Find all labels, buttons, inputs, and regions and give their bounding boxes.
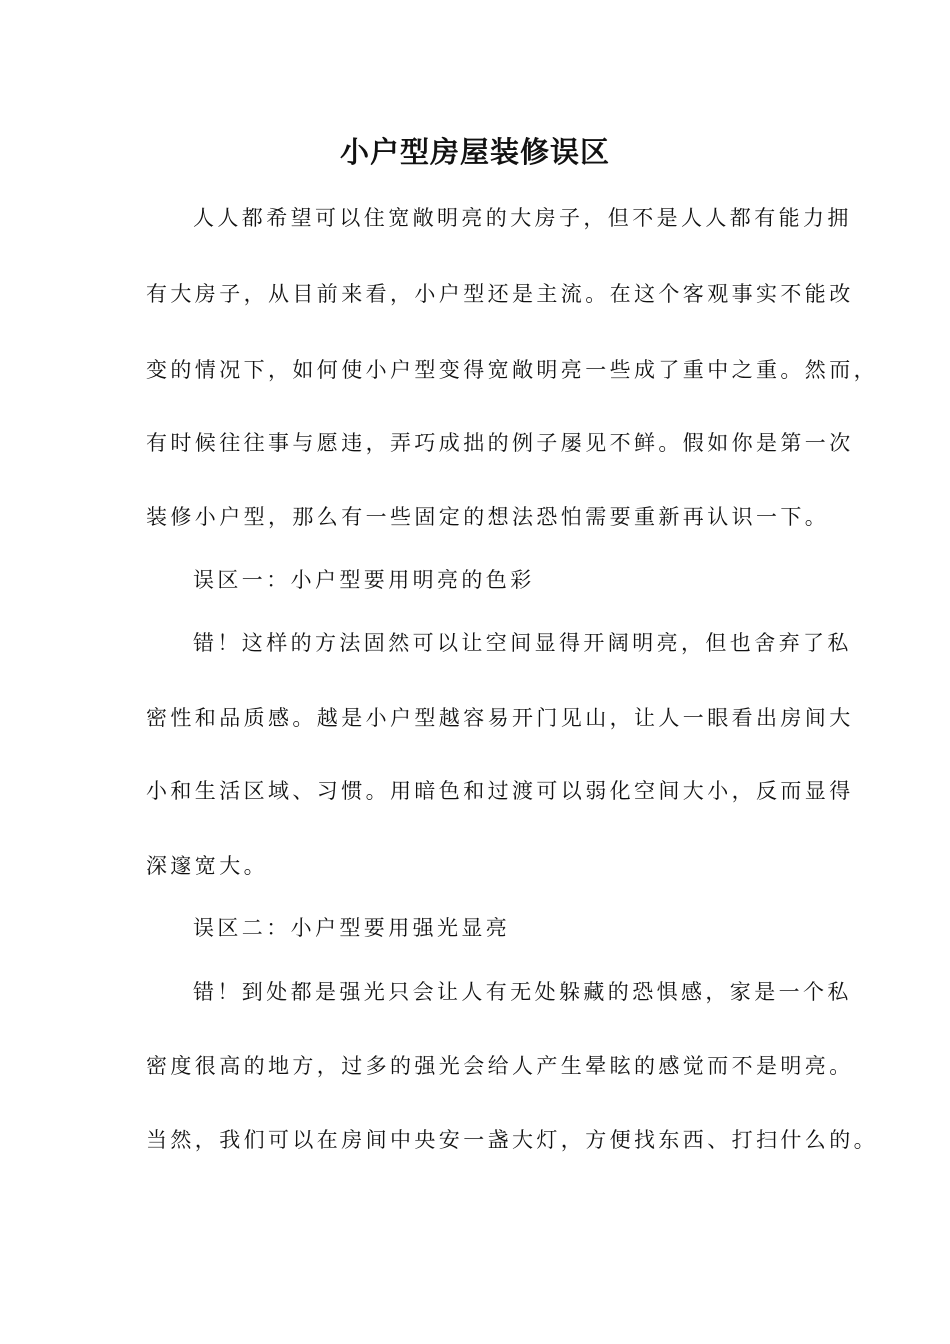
- paragraph-line: 密度很高的地方，过多的强光会给人产生晕眩的感觉而不是明亮。: [146, 1054, 854, 1078]
- paragraph-line: 当然，我们可以在房间中央安一盏大灯，方便找东西、打扫什么的。: [146, 1128, 878, 1152]
- paragraph-line: 错！这样的方法固然可以让空间显得开阔明亮，但也舍弃了私: [193, 631, 852, 655]
- paragraph-line: 人人都希望可以住宽敞明亮的大房子，但不是人人都有能力拥: [193, 206, 852, 230]
- paragraph-line: 小和生活区域、习惯。用暗色和过渡可以弱化空间大小，反而显得: [146, 779, 854, 803]
- paragraph-line: 密性和品质感。越是小户型越容易开门见山，让人一眼看出房间大: [146, 706, 854, 730]
- paragraph-line: 错！到处都是强光只会让人有无处躲藏的恐惧感，家是一个私: [193, 980, 852, 1004]
- paragraph-line: 装修小户型，那么有一些固定的想法恐怕需要重新再认识一下。: [146, 505, 830, 529]
- section-heading-2: 误区二：小户型要用强光显亮: [193, 916, 511, 940]
- paragraph-line: 变的情况下，如何使小户型变得宽敞明亮一些成了重中之重。然而，: [146, 358, 878, 382]
- paragraph-line: 有时候往往事与愿违，弄巧成拙的例子屡见不鲜。假如你是第一次: [146, 431, 854, 455]
- section-heading-1: 误区一：小户型要用明亮的色彩: [193, 568, 535, 592]
- paragraph-line: 深邃宽大。: [146, 854, 268, 878]
- document-title: 小户型房屋装修误区: [339, 135, 610, 169]
- paragraph-line: 有大房子，从目前来看，小户型还是主流。在这个客观事实不能改: [146, 282, 854, 306]
